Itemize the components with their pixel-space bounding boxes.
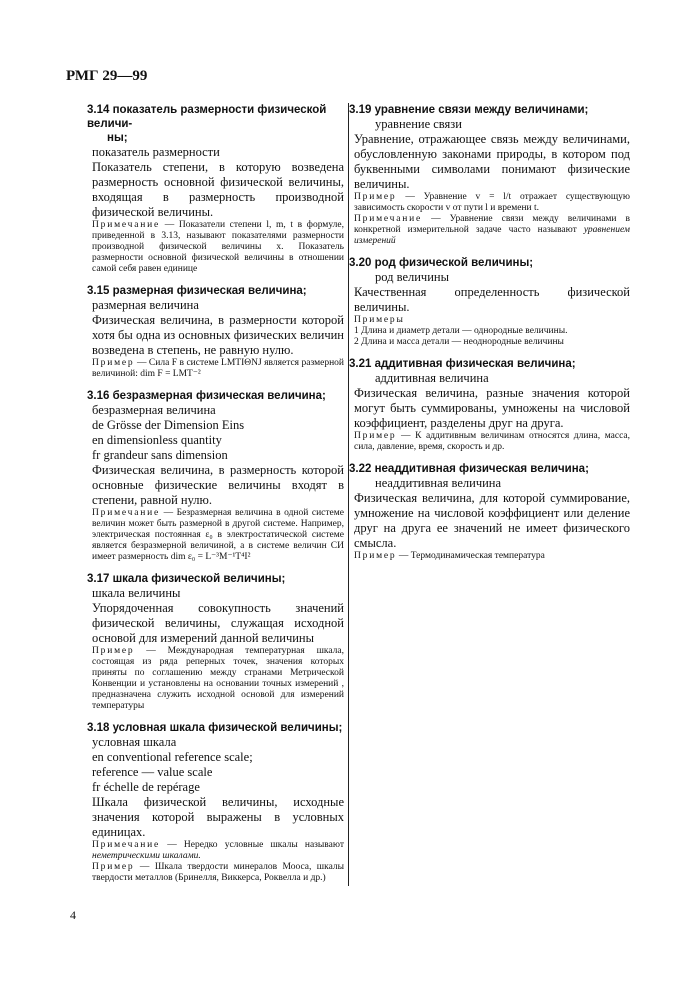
note-text: — Международная температурная шкала, состоящая из ряда реперных точек, значения которых приняты по соглашению между странами Метрической Конвенции и установлены на основании точных измерений , предназначена служить исходной основой для измерений температуры xyxy=(92,646,344,711)
definition: Показатель степени, в которую возведена размерность основной физической величины, входящая в размерность производной физической величины. xyxy=(92,160,344,219)
note-lead: Примечание xyxy=(92,508,161,518)
section-3-15 xyxy=(87,284,344,380)
section-3-19 xyxy=(349,103,630,247)
example xyxy=(354,192,630,214)
section-title: 3.16 безразмерная физическая величина; xyxy=(87,390,326,402)
section-3-17 xyxy=(87,572,344,712)
example-item: 2 Длина и масса детали — неоднородные величины xyxy=(354,337,564,347)
note-italic: неметрическими шкалами. xyxy=(92,851,201,861)
section-title: 3.22 неаддитивная физическая величина; xyxy=(349,463,589,475)
example-lead: Пример xyxy=(354,431,397,441)
term: род величины xyxy=(375,270,449,284)
note-text: — Нередко условные шкалы называют xyxy=(160,840,344,850)
left-column xyxy=(87,103,344,893)
section-title: 3.20 род физической величины; xyxy=(349,257,534,269)
term-fr: fr grandeur sans dimension xyxy=(92,448,228,462)
right-column xyxy=(349,103,630,571)
section-title: 3.17 шкала физической величины; xyxy=(87,573,286,585)
definition: Физическая величина, в размерности которой хотя бы одна из основных физических величин возведена в степень, не равную нулю. xyxy=(92,313,344,357)
section-title: 3.21 аддитивная физическая величина; xyxy=(349,358,576,370)
term-de: de Grösse der Dimension Eins xyxy=(92,418,245,432)
section-3-14 xyxy=(87,103,344,275)
example xyxy=(354,551,630,562)
note-lead: Примечание xyxy=(354,214,423,224)
term: уравнение связи xyxy=(375,117,462,131)
definition: Физическая величина, для которой суммирование, умножение на числовой коэффициент или деление друг на друга ее значений не имеет физического смысла. xyxy=(354,491,630,550)
section-title: 3.19 уравнение связи между величинами; xyxy=(349,104,589,116)
section-3-16 xyxy=(87,389,344,563)
examples-lead xyxy=(354,315,630,326)
note-lead: Примечание xyxy=(92,840,161,850)
definition: Упорядоченная совокупность значений физической величины, служащая исходной основой для измерений данной величины xyxy=(92,601,344,645)
term: шкала величины xyxy=(92,586,181,600)
definition: Физическая величина, разные значения которой могут быть суммированы, умножены на числовой коэффициент, разделены друг на друга. xyxy=(354,386,630,430)
section-title xyxy=(87,103,344,145)
note-italic: уравнением измерений xyxy=(354,225,630,246)
example xyxy=(92,862,344,884)
term-fr: fr échelle de repérage xyxy=(92,780,200,794)
example-lead: Пример xyxy=(92,862,135,872)
note xyxy=(354,214,630,247)
section-title: 3.15 размерная физическая величина; xyxy=(87,285,307,297)
term: условная шкала xyxy=(92,735,177,749)
term-en-alt: reference — value scale xyxy=(92,765,213,779)
note-lead: Примечание xyxy=(92,220,161,230)
definition: Уравнение, отражающее связь между величинами, обусловленную законами природы, в котором под буквенными символами понимают физические величины. xyxy=(354,132,630,191)
note-lead: Пример xyxy=(92,358,135,368)
term: аддитивная величина xyxy=(375,371,489,385)
section-title-line1: 3.14 показатель размерности физической величи- xyxy=(87,104,327,130)
note xyxy=(92,358,344,380)
note-text: — Безразмерная величина в одной системе величин может быть размерной в другой системе. Например, электрическая постоянная ε₀ в электростатической системе является безразмерной величиной, а в системе величин СИ имеет размерность dim ε₀ = L⁻³M⁻¹T⁴I² xyxy=(92,508,344,562)
example-lead: Пример xyxy=(354,551,397,561)
example-text: — Шкала твердости минералов Мооса, шкалы твердости металлов (Бринелля, Виккерса, Роквелла и др.) xyxy=(92,862,344,883)
term-en: en conventional reference scale; xyxy=(92,750,253,764)
note xyxy=(92,840,344,862)
term-en: en dimensionless quantity xyxy=(92,433,222,447)
example xyxy=(354,431,630,453)
section-title-line2: ны; xyxy=(107,132,128,144)
section-3-21 xyxy=(349,357,630,453)
term: безразмерная величина xyxy=(92,403,216,417)
examples-lead-text: Примеры xyxy=(354,315,405,325)
example-text: — Уравнение v = l/t отражает существующую зависимость скорости v от пути l и времени t. xyxy=(354,192,630,213)
note-text: — Сила F в системе LMTIΘNJ является размерной величиной: dim F = LMT⁻² xyxy=(92,358,344,379)
note-lead: Пример xyxy=(92,646,135,656)
term: показатель размерности xyxy=(92,145,220,159)
term: размерная величина xyxy=(92,298,199,312)
definition: Шкала физической величины, исходные значения которой выражены в условных единицах. xyxy=(92,795,344,839)
term: неаддитивная величина xyxy=(375,476,502,490)
note xyxy=(92,646,344,712)
example-text: — К аддитивным величинам относятся длина, масса, сила, давление, время, скорость и др. xyxy=(354,431,630,452)
note-text: — Уравнение связи между величинами в конкретной измерительной задаче часто называют xyxy=(354,214,630,235)
page-number: 4 xyxy=(70,908,76,922)
column-divider xyxy=(348,103,349,886)
example-text: — Термодинамическая температура xyxy=(396,551,545,561)
section-3-20 xyxy=(349,256,630,348)
section-title: 3.18 условная шкала физической величины; xyxy=(87,722,343,734)
example-item: 1 Длина и диаметр детали — однородные величины. xyxy=(354,326,568,336)
note xyxy=(92,508,344,563)
section-3-18 xyxy=(87,721,344,884)
document-header: РМГ 29—99 xyxy=(66,68,148,84)
section-3-22 xyxy=(349,462,630,562)
example-lead: Пример xyxy=(354,192,397,202)
definition: Качественная определенность физической величины. xyxy=(354,285,630,314)
note-text: — Показатели степени l, m, t в формуле, приведенной в 3.13, называют показателями размерности производной физической величины x. Показатель размерности основной физической величины в отношении самой себя равен единице xyxy=(92,220,344,274)
definition: Физическая величина, в размерность которой основные физические величины входят в степени, равной нулю. xyxy=(92,463,344,507)
note xyxy=(92,220,344,275)
